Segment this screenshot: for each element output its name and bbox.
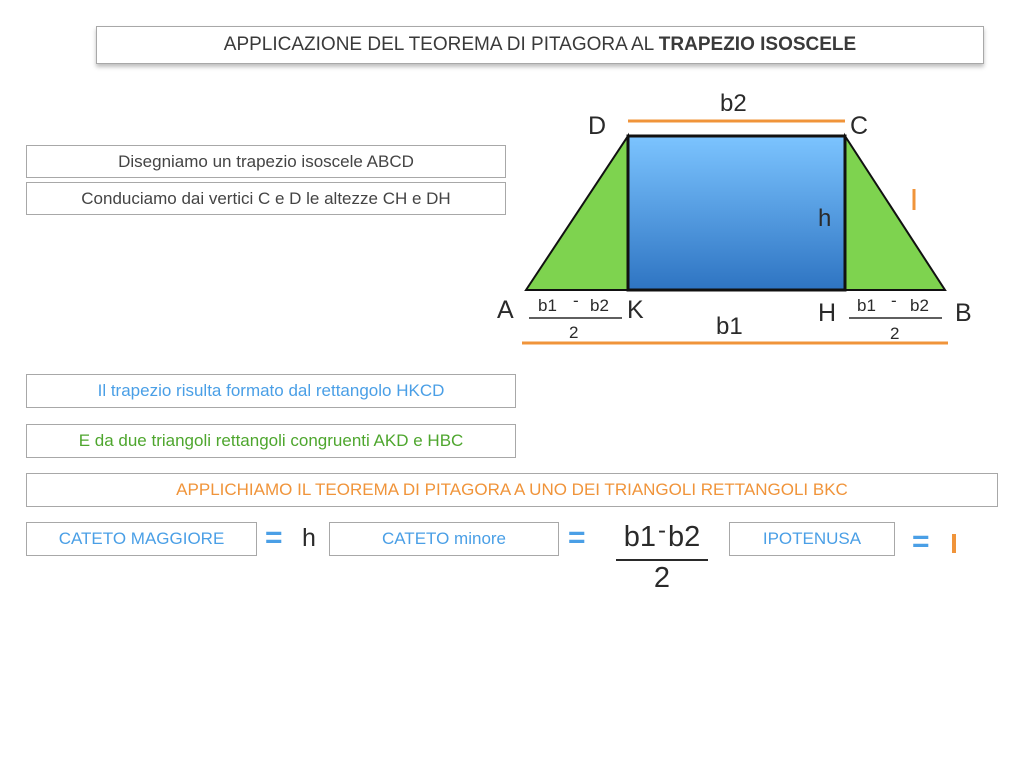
cateto-minore-label: CATETO minore [329, 522, 559, 556]
bottom-base-label: b1 [716, 313, 743, 340]
ipotenusa-value [952, 534, 956, 553]
fraction-den: 2 [653, 562, 671, 594]
step-draw-heights: Conduciamo dai vertici C e D le altezze CH e DH [26, 182, 506, 215]
right-fraction-minus: - [891, 291, 897, 310]
equals-sign-2: = [568, 521, 586, 554]
vertex-a: A [497, 296, 514, 324]
left-fraction-num-b1: b1 [538, 296, 557, 315]
title-prefix: APPLICAZIONE DEL TEOREMA DI PITAGORA AL [223, 34, 659, 55]
right-triangle-hbc [845, 136, 945, 290]
ipotenusa-label: IPOTENUSA [729, 522, 895, 556]
equals-sign-3: = [912, 525, 930, 558]
fraction-num-b2: b2 [668, 521, 701, 553]
left-triangle-akd [526, 136, 628, 290]
cateto-maggiore-value: h [302, 524, 316, 552]
vertex-k: K [627, 296, 644, 324]
height-label: h [818, 205, 832, 232]
step-draw-trapezoid: Disegniamo un trapezio isoscele ABCD [26, 145, 506, 178]
left-fraction-minus: - [573, 291, 579, 310]
title-bold: TRAPEZIO ISOSCELE [658, 34, 857, 55]
vertex-c: C [850, 112, 869, 140]
left-fraction-num-b2: b2 [590, 296, 609, 315]
vertex-d: D [588, 112, 607, 140]
vertex-b: B [955, 299, 972, 327]
right-fraction-num-b1: b1 [857, 296, 876, 315]
step-rectangle: Il trapezio risulta formato dal rettangolo HKCD [26, 374, 516, 408]
equals-sign-1: = [265, 521, 283, 554]
vertex-h: H [818, 299, 837, 327]
right-fraction-den: 2 [890, 324, 900, 343]
top-base-label: b2 [720, 90, 747, 117]
rectangle-hkcd [628, 136, 845, 290]
step-triangles: E da due triangoli rettangoli congruenti AKD e HBC [26, 424, 516, 458]
right-fraction-num-b2: b2 [910, 296, 929, 315]
fraction-num-b1: b1 [623, 521, 656, 553]
fraction-minus: - [658, 517, 666, 544]
cateto-minore-fraction [612, 519, 712, 595]
left-fraction-den: 2 [569, 323, 579, 342]
cateto-maggiore-label: CATETO MAGGIORE [26, 522, 257, 556]
step-apply-pythagoras: APPLICHIAMO IL TEOREMA DI PITAGORA A UNO DEI TRIANGOLI RETTANGOLI BKC [26, 473, 998, 507]
